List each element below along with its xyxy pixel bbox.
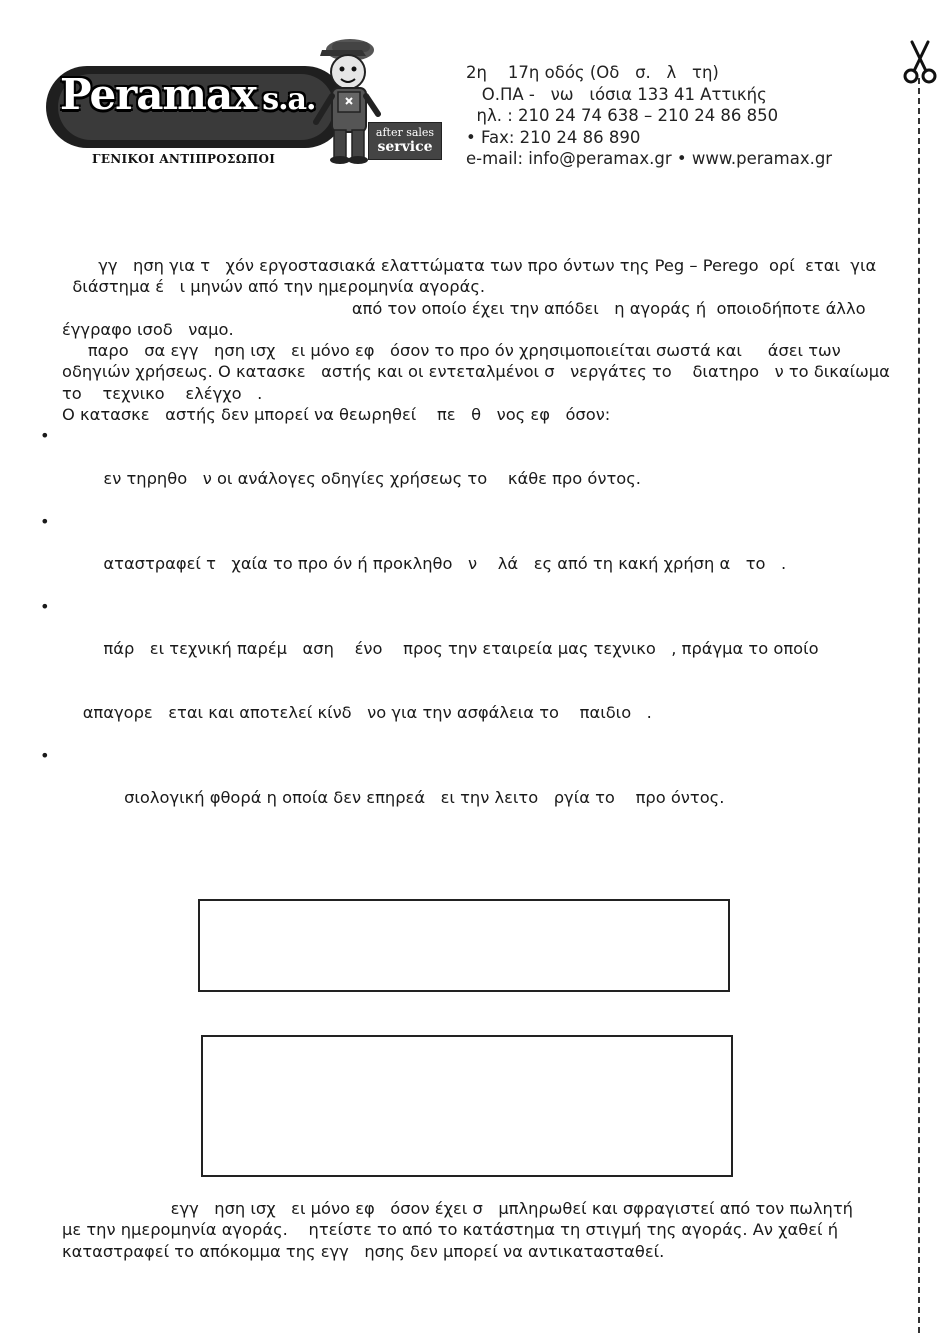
email-web-line: e-mail: info@peramax.gr • www.peramax.gr — [466, 149, 833, 168]
bullet-icon: • — [40, 426, 50, 446]
footer-line: εγγ ηση ισχ ει μόνο εφ όσον έχει σ μπληρωθεί και σφραγιστεί από τον πωλητή — [62, 1199, 853, 1218]
warranty-line: παρο σα εγγ ηση ισχ ει μόνο εφ όσον το προ όν χρησιμοποιείται σωστά και άσει των — [62, 341, 841, 361]
logo-wordmark: Peramax s.a. — [60, 70, 316, 119]
warranty-terms — [40, 255, 902, 830]
fax-line: • Fax: 210 24 86 890 — [466, 127, 641, 147]
warranty-line: οδηγιών χρήσεως. Ο κατασκε αστής και οι εντεταλμένοι σ νεργάτες το διατηρο ν το δικαίωμα — [62, 362, 890, 382]
postal-line: Ο.ΠΑ - νω ιόσια 133 41 Αττικής — [466, 84, 767, 104]
cut-here-dashed-line — [918, 78, 924, 1333]
address-line: 2η 17η οδός (Οδ σ. λ τη) — [466, 63, 719, 82]
warranty-line: έγγραφο ισοδ ναμο. — [62, 319, 234, 339]
footer-line: καταστραφεί το απόκομμα της εγγ ησης δεν μπορεί να αντικατασταθεί. — [62, 1241, 665, 1261]
exclusion-list-item: • σιολογική φθορά η οποία δεν επηρεά ει την λειτο ργία το προ όντος. — [40, 745, 725, 808]
warranty-line: γγ ηση για τ χόν εργοστασιακά ελαττώματα των προ όντων της Peg – Perego ορί εται για — [62, 256, 877, 275]
warranty-line: το τεχνικο ελέγχο . — [62, 383, 263, 403]
footer-line: με την ημερομηνία αγοράς. ητείστε το από το κατάστημα τη στιγμή της αγοράς. Αν χαθεί ή — [62, 1220, 839, 1240]
exclusion-list-item: • αταστραφεί τ χαία το προ όν ή προκληθο ν λά ες από τη κακή χρήση α το . — [40, 511, 787, 574]
exclusion-list-item-continuation: απαγορε εται και αποτελεί κίνδ νο για την ασφάλεια το παιδιο . — [82, 703, 652, 723]
product-info-box[interactable] — [198, 899, 730, 992]
bullet-icon: • — [40, 745, 50, 765]
exclusion-list-item: • εν τηρηθο ν οι ανάλογες οδηγίες χρήσεως το κάθε προ όντος. — [40, 426, 641, 488]
bullet-icon: • — [40, 596, 50, 616]
peramax-logo — [40, 36, 450, 176]
exclusion-list-item: • πάρ ει τεχνική παρέμ αση ένο προς την εταιρεία μας τεχνικο , πράγμα το οποίο — [40, 596, 819, 659]
warranty-line: Ο κατασκε αστής δεν μπορεί να θεωρηθεί πε θ νος εφ όσον: — [62, 405, 611, 425]
dealer-stamp-box[interactable] — [201, 1035, 733, 1177]
after-sales-service-badge: after sales service — [368, 122, 442, 160]
bullet-icon: • — [40, 511, 50, 531]
contact-info — [466, 62, 832, 170]
warranty-line: από τον οποίο έχει την απόδει η αγοράς ή οποιοδήποτε άλλο — [62, 298, 866, 318]
logo-tagline: ΓΕΝΙΚΟΙ ΑΝΤΙΠΡΟΣΩΠΟΙ — [92, 152, 276, 166]
phone-line: ηλ. : 210 24 74 638 – 210 24 86 850 — [466, 106, 779, 125]
warranty-line: διάστημα έ ι μηνών από την ημερομηνία αγοράς. — [62, 277, 486, 297]
warranty-validity-note — [62, 1198, 853, 1262]
